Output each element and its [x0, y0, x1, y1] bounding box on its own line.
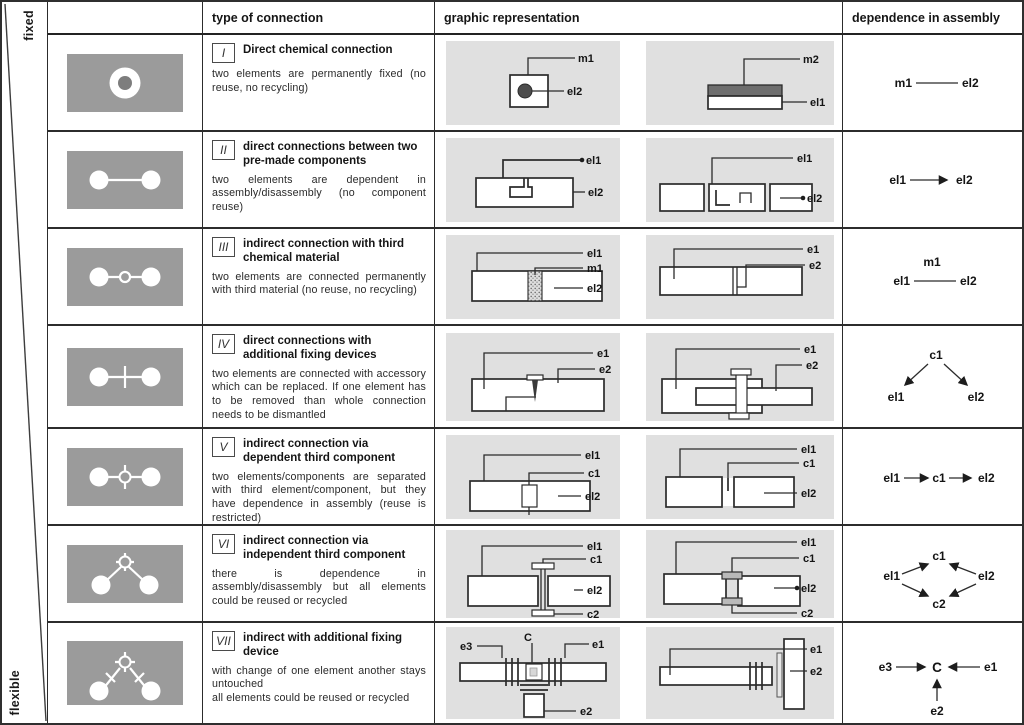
row1-pictogram-cell	[48, 35, 203, 132]
row4-type-cell	[203, 326, 435, 429]
row2-graphic-left	[446, 138, 620, 222]
diagram-label: el1	[587, 540, 603, 553]
row5-dependence-cell	[843, 429, 1022, 526]
row4-dependence-cell	[843, 326, 1022, 429]
row6-graphic-left	[446, 530, 620, 618]
diagram-label: el2	[960, 273, 977, 288]
row4-graphic-cell	[435, 326, 843, 429]
two-elements-crosshair-link-icon	[67, 448, 183, 506]
diagram-label: C	[524, 632, 532, 644]
diagram-label: c2	[801, 607, 814, 618]
row2-type-cell	[203, 132, 435, 229]
numeral-badge: VII	[212, 631, 235, 651]
row1-graphic-right	[646, 41, 834, 125]
row-title: indirect connection via independent third component	[243, 535, 406, 561]
diagram-label: el2	[807, 192, 823, 205]
diagram-label: m2	[803, 53, 819, 66]
row3-graphic-cell	[435, 229, 843, 326]
row6-dependence-diagram	[844, 528, 1021, 620]
diagram-label: el2	[956, 172, 973, 187]
diagram-label: e1	[810, 644, 823, 656]
diagram-label: el1	[801, 536, 817, 549]
numeral-badge: VI	[212, 534, 235, 554]
row1-graphic-left	[446, 41, 620, 125]
diagram-label: el1	[587, 247, 603, 260]
two-elements-v-crosshair-icon	[67, 545, 183, 603]
side-rail	[2, 2, 47, 723]
diagram-label: c1	[803, 457, 816, 470]
row4-graphic-right	[646, 333, 834, 421]
diagram-label: el2	[567, 85, 583, 98]
header-dependence-label: dependence in assembly	[852, 10, 1000, 25]
diagram-label: el2	[587, 584, 603, 597]
row-description: two elements are dependent in assembly/disassembly (no component reuse)	[212, 173, 426, 213]
diagram-label: c1	[932, 470, 946, 485]
diagram-label: el2	[588, 186, 604, 199]
row2-dependence-cell	[843, 132, 1022, 229]
row1-dependence-diagram	[844, 38, 1021, 128]
two-elements-ring-link-icon	[67, 248, 183, 306]
diagram-label: m1	[587, 262, 603, 275]
row6-graphic-right	[646, 530, 834, 618]
side-label-fixed: fixed	[22, 10, 36, 41]
diagram-label: e2	[580, 706, 593, 718]
diagram-label: e2	[806, 359, 819, 372]
diagram-label: e1	[592, 639, 605, 651]
diagram-label: e1	[804, 343, 817, 356]
numeral-badge: II	[212, 140, 235, 160]
header-icon-column	[48, 2, 203, 35]
row3-type-cell	[203, 229, 435, 326]
row7-dependence-cell	[843, 623, 1022, 723]
row7-graphic-left	[446, 627, 620, 719]
fixed-to-flexible-diagonal-line	[2, 2, 47, 723]
diagram-label: C	[932, 660, 942, 675]
row4-pictogram-cell	[48, 326, 203, 429]
row1-type-cell	[203, 35, 435, 132]
diagram-label: el2	[801, 582, 817, 595]
diagram-label: c1	[588, 467, 601, 480]
diagram-label: c2	[587, 608, 600, 618]
row-description: there is dependence in assembly/disassembly but all elements could be reused or recycled	[212, 567, 426, 607]
diagram-label: el1	[585, 449, 601, 462]
table-grid	[47, 2, 1022, 723]
row1-dependence-cell	[843, 35, 1022, 132]
diagram-label: c1	[590, 553, 603, 566]
row-description: with change of one element another stays untouched	[212, 664, 426, 691]
row5-graphic-left	[446, 435, 620, 519]
row3-graphic-right	[646, 235, 834, 319]
row-description: two elements/components are separated with third element/component, but they have dependence in assembly (reuse is restricted)	[212, 470, 426, 524]
row7-graphic-right	[646, 627, 834, 719]
row7-pictogram-cell	[48, 623, 203, 723]
row-description: two elements are connected permanently with third material (no reuse, no recycling)	[212, 270, 426, 297]
diagram-label: el1	[810, 96, 826, 109]
diagram-label: el1	[889, 172, 906, 187]
diagram-label: e1	[807, 243, 820, 256]
diagram-label: c1	[929, 347, 943, 362]
diagram-label: e2	[809, 259, 822, 272]
numeral-badge: V	[212, 437, 235, 457]
diagram-label: el2	[967, 389, 985, 404]
row2-graphic-right	[646, 138, 834, 222]
row5-dependence-diagram	[844, 432, 1021, 522]
row3-graphic-left	[446, 235, 620, 319]
diagram-label: el1	[801, 443, 817, 456]
row1-graphic-cell	[435, 35, 843, 132]
diagram-label: m1	[578, 52, 594, 65]
row7-type-cell	[203, 623, 435, 723]
row5-graphic-cell	[435, 429, 843, 526]
diagram-label: el2	[962, 75, 979, 90]
row5-type-cell	[203, 429, 435, 526]
numeral-badge: III	[212, 237, 235, 257]
diagram-label: el2	[585, 490, 601, 503]
row2-graphic-cell	[435, 132, 843, 229]
numeral-badge: I	[212, 43, 235, 63]
row6-graphic-cell	[435, 526, 843, 623]
diagram-label: el2	[587, 282, 603, 295]
row-description: two elements are permanently fixed (no reuse, no recycling)	[212, 68, 426, 94]
diagram-label: c1	[803, 552, 816, 565]
row3-dependence-cell	[843, 229, 1022, 326]
diagram-label: e1	[984, 660, 998, 674]
row7-dependence-diagram	[844, 625, 1021, 721]
row7-graphic-cell	[435, 623, 843, 723]
row-title: Direct chemical connection	[243, 44, 393, 56]
diagram-label: e2	[599, 363, 612, 376]
row-title: direct connections between two pre-made components	[243, 141, 418, 167]
row4-dependence-diagram	[844, 329, 1021, 425]
diagram-label: el1	[893, 273, 910, 288]
diagram-label: el1	[586, 154, 602, 167]
diagram-label: m1	[894, 75, 912, 90]
side-label-flexible: flexible	[8, 669, 22, 715]
diagram-label: e2	[930, 704, 944, 718]
diagram-label: e3	[878, 660, 892, 674]
row-title: direct connections with additional fixing devices	[243, 335, 377, 361]
diagram-label: e2	[810, 666, 823, 678]
row2-pictogram-cell	[48, 132, 203, 229]
row-title: indirect connection via dependent third component	[243, 438, 396, 464]
header-graphic-label: graphic representation	[444, 10, 580, 25]
diagram-label: el1	[797, 152, 813, 165]
diagram-label: el1	[883, 568, 900, 583]
row4-graphic-left	[446, 333, 620, 421]
row-description-line2: all elements could be reused or recycled	[212, 691, 410, 704]
two-elements-cross-link-icon	[67, 348, 183, 406]
diagram-label: c2	[932, 596, 946, 611]
numeral-badge: IV	[212, 334, 235, 354]
ring-spot-icon	[67, 54, 183, 112]
diagram-label: e3	[460, 641, 473, 653]
row5-graphic-right	[646, 435, 834, 519]
row3-dependence-diagram	[844, 232, 1021, 322]
diagram-label: el2	[978, 568, 995, 583]
diagram-label: el1	[883, 470, 900, 485]
row6-pictogram-cell	[48, 526, 203, 623]
diagram-label: c1	[932, 548, 946, 563]
diagram-label: el2	[978, 470, 995, 485]
diagram-label: el1	[887, 389, 905, 404]
row3-pictogram-cell	[48, 229, 203, 326]
diagram-label: el2	[801, 487, 817, 500]
row-title: indirect with additional fixing device	[243, 632, 403, 658]
header-type-label: type of connection	[212, 10, 324, 25]
row6-dependence-cell	[843, 526, 1022, 623]
two-elements-v-crosshair-fixings-icon	[67, 641, 183, 705]
diagram-label: m1	[923, 254, 941, 269]
row6-type-cell	[203, 526, 435, 623]
row-title: indirect connection with third chemical material	[243, 238, 404, 264]
row5-pictogram-cell	[48, 429, 203, 526]
header-dependence-in-assembly	[843, 2, 1022, 35]
row2-dependence-diagram	[844, 135, 1021, 225]
header-type-of-connection	[203, 2, 435, 35]
diagram-label: e1	[597, 347, 610, 360]
row-description: two elements are connected with accessory which can be replaced. If one element has to be removed than whole connection needs to be dismantled	[212, 367, 426, 421]
header-graphic-representation	[435, 2, 843, 35]
two-elements-link-icon	[67, 151, 183, 209]
